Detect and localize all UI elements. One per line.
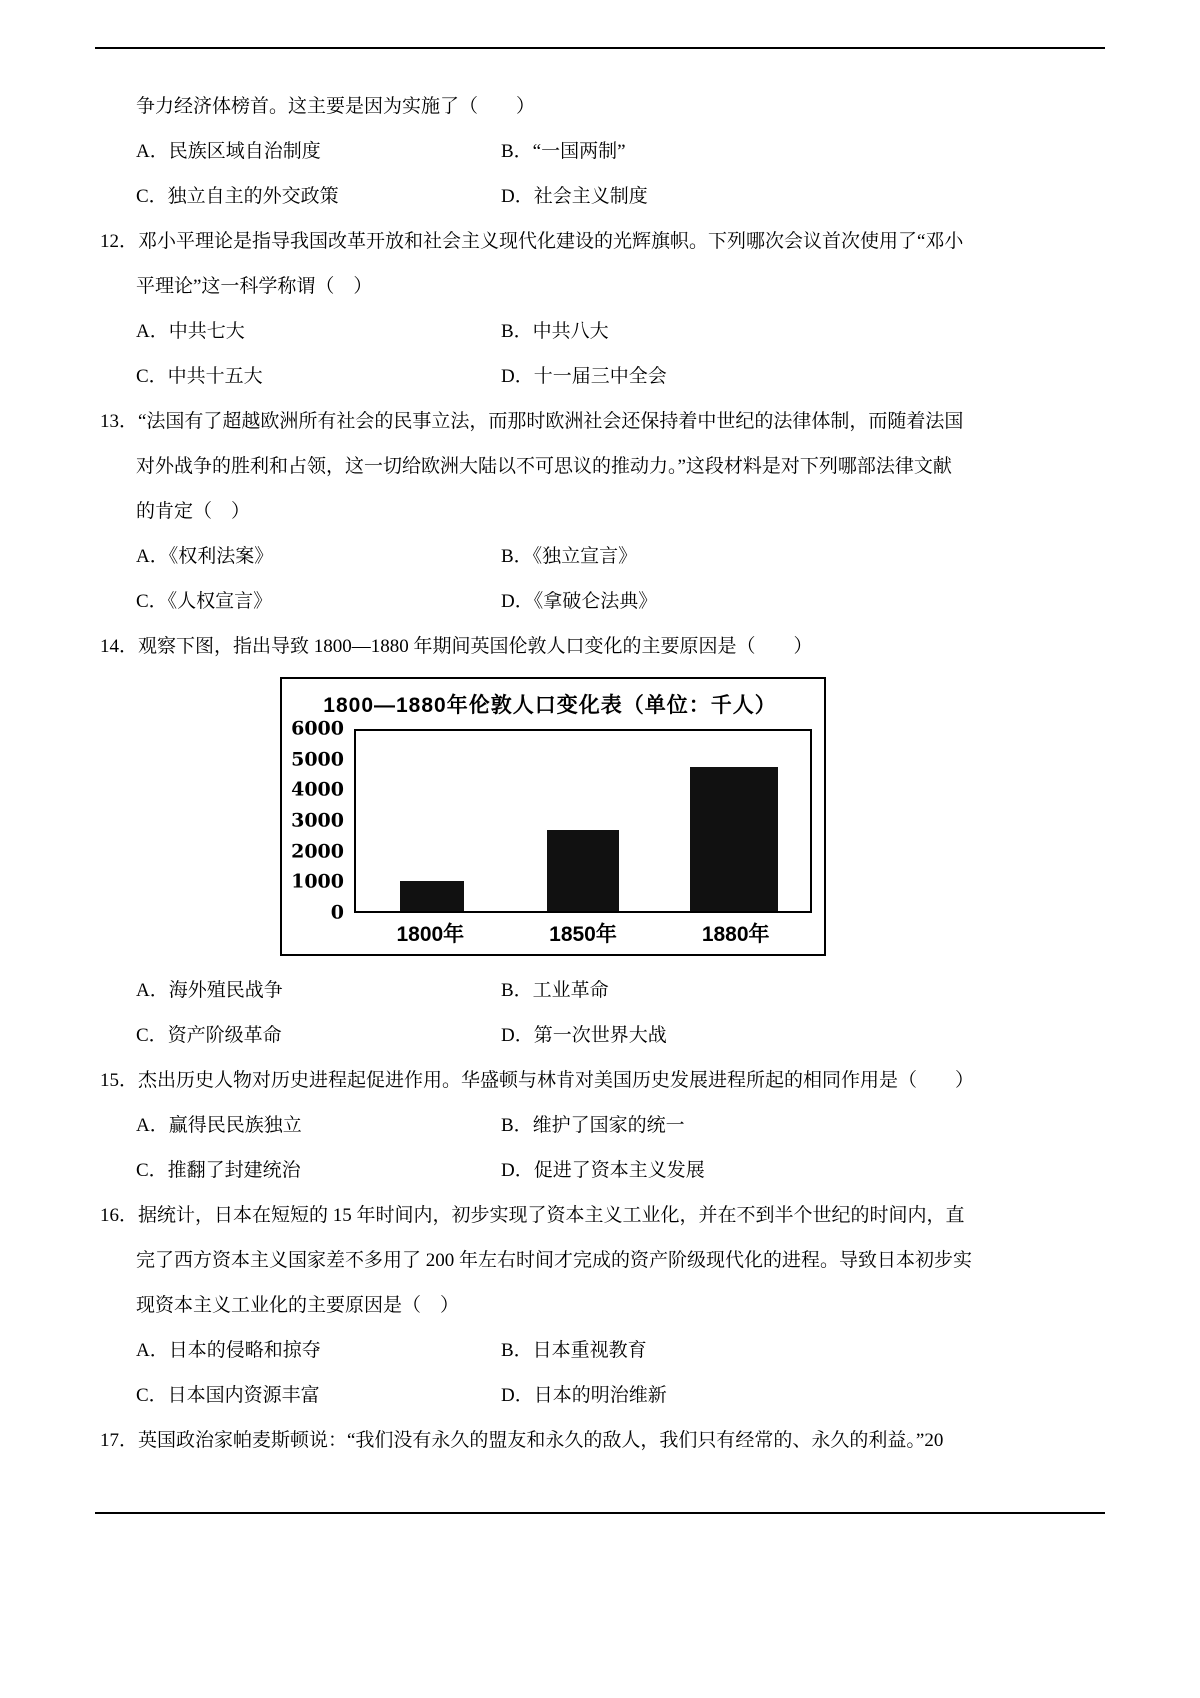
option-row	[100, 587, 1105, 616]
option-row	[100, 1336, 1105, 1365]
question-line: 平理论”这一科学称谓（ ）	[136, 276, 373, 297]
option-right: B．中共八大	[501, 321, 609, 342]
question-line: 对外战争的胜利和占领，这一切给欧洲大陆以不可思议的推动力。”这段材料是对下列哪部法律文献	[136, 456, 952, 477]
option-row	[100, 362, 1105, 391]
chart-y-tick: 0	[330, 901, 344, 924]
question-line: 14．观察下图，指出导致 1800—1880 年期间英国伦敦人口变化的主要原因是（ ）	[100, 636, 813, 657]
option-row	[100, 137, 1105, 166]
option-row	[100, 976, 1105, 1005]
option-right: B．《独立宣言》	[501, 546, 638, 567]
chart-bar	[690, 767, 778, 911]
question-line: 17．英国政治家帕麦斯顿说：“我们没有永久的盟友和永久的敌人，我们只有经常的、永久的利益。”20	[100, 1430, 944, 1451]
chart-bar-slot	[507, 731, 658, 911]
question-line: 的肯定（ ）	[136, 501, 251, 522]
option-left: C．中共十五大	[136, 366, 263, 387]
option-row	[100, 1381, 1105, 1410]
option-row	[100, 182, 1105, 211]
chart-x-labels	[354, 918, 812, 948]
chart-bar	[547, 830, 619, 911]
option-left: C．独立自主的外交政策	[136, 186, 339, 207]
option-left: A．《权利法案》	[136, 546, 274, 567]
option-right: B．维护了国家的统一	[501, 1115, 685, 1136]
chart-bar-slot	[659, 731, 810, 911]
chart-bar	[400, 881, 464, 911]
question-line: 争力经济体榜首。这主要是因为实施了（ ）	[136, 96, 536, 117]
question-line: 16．据统计，日本在短短的 15 年时间内，初步实现了资本主义工业化，并在不到半个世纪的时间内，直	[100, 1205, 965, 1226]
population-chart	[280, 677, 826, 956]
chart-y-tick: 6000	[291, 717, 344, 740]
option-right: B．日本重视教育	[501, 1340, 647, 1361]
option-left: C．《人权宣言》	[136, 591, 273, 612]
option-left: C．资产阶级革命	[136, 1025, 282, 1046]
chart-x-label: 1800年	[396, 923, 465, 946]
question-line: 15．杰出历史人物对历史进程起促进作用。华盛顿与林肯对美国历史发展进程所起的相同作用是（ ）	[100, 1070, 975, 1091]
chart-y-tick: 5000	[291, 748, 344, 771]
option-right: D．十一届三中全会	[501, 366, 667, 387]
chart-y-tick: 4000	[291, 778, 344, 801]
option-left: C．日本国内资源丰富	[136, 1385, 320, 1406]
option-row	[100, 542, 1105, 571]
option-right: D．促进了资本主义发展	[501, 1160, 705, 1181]
chart-body	[288, 717, 812, 924]
option-row	[100, 1021, 1105, 1050]
chart-bar-slot	[356, 731, 507, 911]
option-row	[100, 1111, 1105, 1140]
option-right: D．《拿破仑法典》	[501, 591, 658, 612]
option-right: D．社会主义制度	[501, 186, 648, 207]
exam-content	[100, 92, 1105, 1471]
option-right: D．第一次世界大战	[501, 1025, 667, 1046]
option-right: B．“一国两制”	[501, 141, 626, 162]
option-row	[100, 1156, 1105, 1185]
chart-y-axis	[288, 717, 354, 924]
option-left: A．海外殖民战争	[136, 980, 283, 1001]
page-bottom-rule	[95, 1512, 1105, 1514]
option-left: A．赢得民民族独立	[136, 1115, 302, 1136]
option-right: B．工业革命	[501, 980, 609, 1001]
option-row	[100, 317, 1105, 346]
chart-plot	[354, 729, 812, 913]
chart-y-tick: 1000	[291, 870, 344, 893]
chart-x-label: 1880年	[701, 923, 770, 946]
question-line: 现资本主义工业化的主要原因是（ ）	[136, 1295, 460, 1316]
option-left: A．日本的侵略和掠夺	[136, 1340, 321, 1361]
chart-title: 1800—1880年伦敦人口变化表（单位：千人）	[323, 694, 777, 717]
chart-y-tick: 3000	[291, 809, 344, 832]
question-line: 完了西方资本主义国家差不多用了 200 年左右时间才完成的资产阶级现代化的进程。导致日本初步实	[136, 1250, 973, 1271]
option-left: C．推翻了封建统治	[136, 1160, 301, 1181]
option-right: D．日本的明治维新	[501, 1385, 667, 1406]
page-top-rule	[95, 47, 1105, 49]
option-left: A．民族区域自治制度	[136, 141, 321, 162]
option-left: A．中共七大	[136, 321, 245, 342]
chart-y-tick: 2000	[291, 840, 344, 863]
chart-x-label: 1850年	[549, 923, 617, 946]
question-line: 12．邓小平理论是指导我国改革开放和社会主义现代化建设的光辉旗帜。下列哪次会议首次使用了“邓小	[100, 231, 964, 252]
question-line: 13．“法国有了超越欧洲所有社会的民事立法，而那时欧洲社会还保持着中世纪的法律体制，而随着法国	[100, 411, 964, 432]
